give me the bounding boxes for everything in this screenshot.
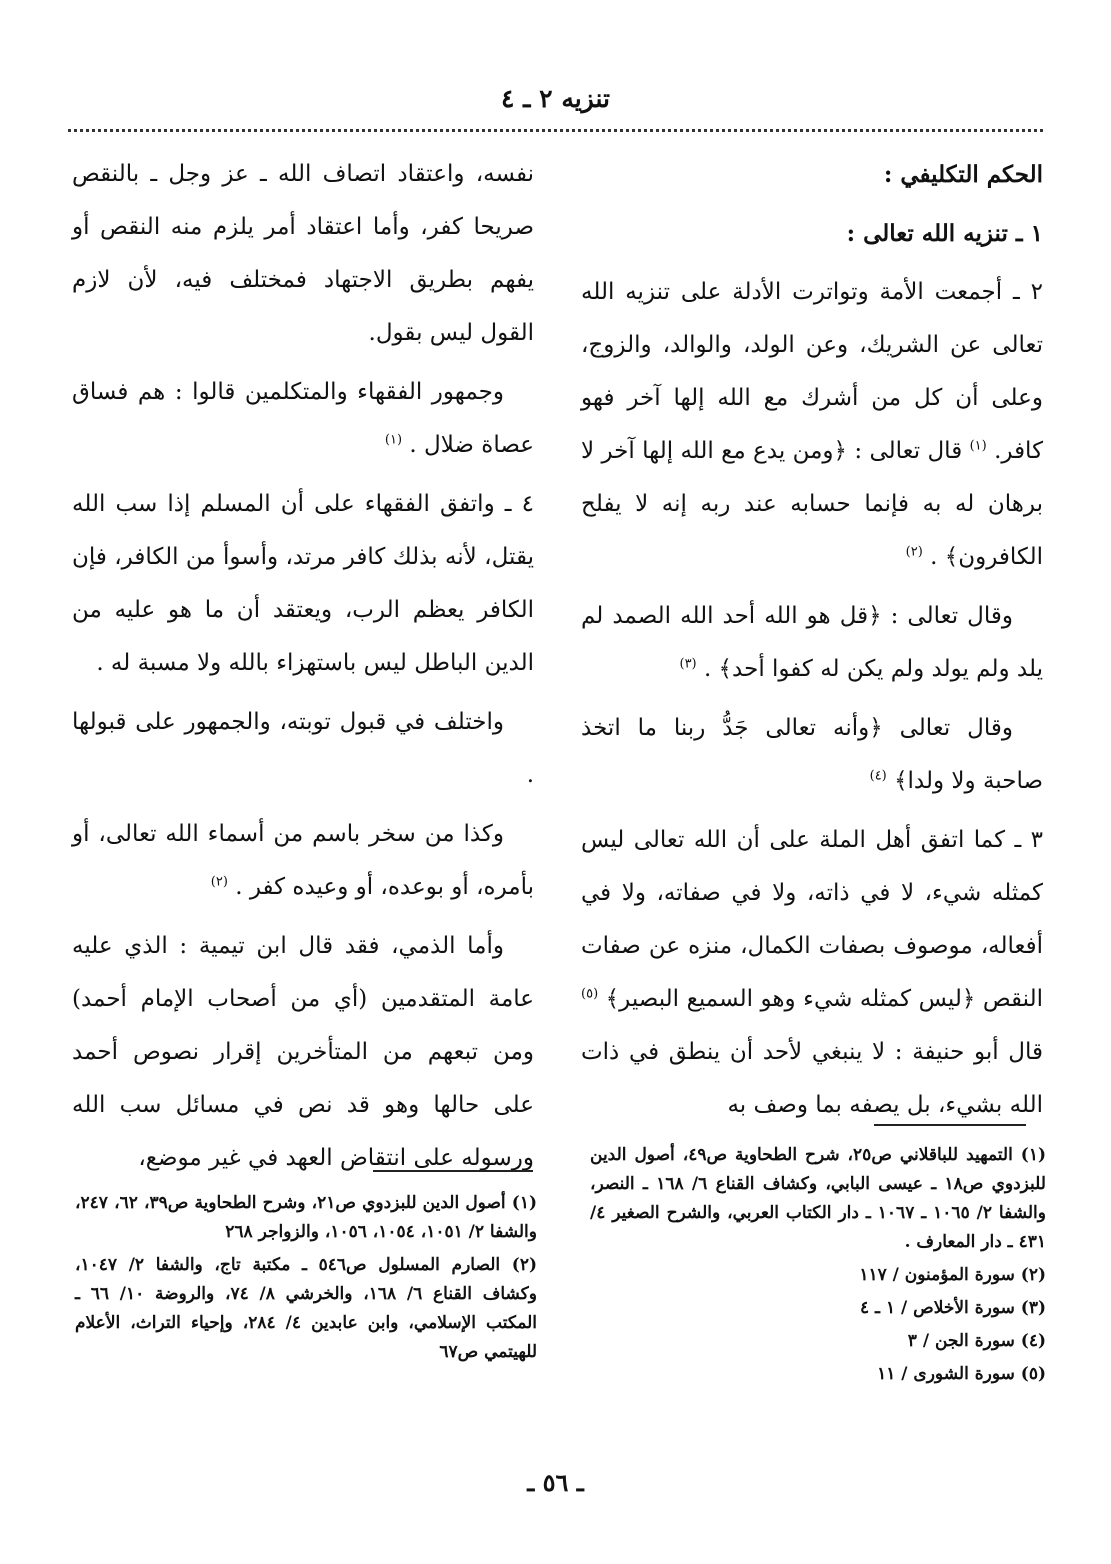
- page-number: ـ ٥٦ ـ: [527, 1468, 584, 1497]
- right-column: [581, 148, 1043, 1138]
- subsection-heading: ١ ـ تنزيه الله تعالى :: [846, 220, 1043, 247]
- paragraph-text: قال تعالى : ﴿ومن يدع مع الله إلها آخر لا برهان له به فإنما حسابه عند ربه إنه لا يفلح الكافرون﴾ .: [581, 438, 1043, 570]
- footnote-separator-left: [373, 1170, 533, 1172]
- footnote-ref: (٥): [581, 986, 599, 1002]
- paragraph-text: وجمهور الفقهاء والمتكلمين قالوا : هم فساق عصاة ضلال .: [72, 379, 534, 458]
- footnote: (٣) سورة الأخلاص / ١ ـ ٤: [860, 1298, 1046, 1318]
- paragraph-dhimmi: وأما الذمي، فقد قال ابن تيمية : الذي عليه عامة المتقدمين (أي من أصحاب الإمام أحمد) ومن تبعهم من المتأخرين إقرار نصوص أحمد على حالها وهو قد نص في مسائل سب الله ورسوله على انتقاض العهد في غير موضع،: [72, 933, 534, 1171]
- quran-citation-jinn: [581, 702, 1043, 808]
- running-header: تنزيه ٢ ـ ٤: [501, 84, 610, 113]
- footnote-separator-right: [874, 1124, 1026, 1126]
- paragraph-text: وكذا من سخر باسم من أسماء الله تعالى، أو بأمره، أو بوعده، أو وعيده كفر .: [72, 821, 534, 900]
- footnote: (١) أصول الدين للبزدوي ص٢١، وشرح الطحاوية ص٣٩، ٦٢، ٢٤٧، والشفا ٢/ ١٠٥١، ١٠٥٤، ١٠٥٦، والزواجر ٢٦٨: [75, 1193, 538, 1242]
- paragraph-continued: نفسه، واعتقاد اتصاف الله ـ عز وجل ـ بالنقص صريحا كفر، وأما اعتقاد أمر يلزم منه النقص أو يفهم بطريق الاجتهاد فمختلف فيه، لأن لازم القول ليس بقول.: [72, 161, 534, 346]
- paragraph-jumhur: [72, 366, 534, 472]
- paragraph-text: ٢ ـ أجمعت الأمة وتواترت الأدلة على تنزيه الله تعالى عن الشريك، وعن الولد، والوالد، والزوج، وعلى أن كل من أشرك مع الله إلها آخر فهو كافر.: [581, 279, 1044, 464]
- paragraph-3: [581, 814, 1043, 1132]
- footnote: (٢) سورة المؤمنون / ١١٧: [859, 1265, 1046, 1285]
- footnote-ref: (٣): [679, 656, 697, 672]
- left-column: [72, 148, 534, 1191]
- paragraph-text: وقال تعالى ﴿وأنه تعالى جَدُّ ربنا ما اتخذ صاحبة ولا ولدا﴾: [581, 715, 1043, 794]
- header-dotted-rule: [68, 129, 1043, 132]
- footnote-ref: (٢): [905, 544, 923, 560]
- footnote-ref: (١): [969, 438, 987, 454]
- paragraph-tawba: واختلف في قبول توبته، والجمهور على قبولها .: [72, 709, 534, 788]
- footnote: (١) التمهيد للباقلاني ص٢٥، شرح الطحاوية ص٤٩، أصول الدين للبزدوي ص١٨ ـ عيسى البابي، وكشاف القناع ٦/ ١٦٨ ـ النصر، والشفا ٢/ ١٠٦٥ ـ ١٠٦٧ ـ دار الكتاب العربي، والشرح الصغير ٤/ ٤٣١ ـ دار المعارف .: [590, 1145, 1047, 1252]
- footnotes-right: [590, 1141, 1046, 1393]
- footnote-ref: (٢): [210, 874, 228, 890]
- quran-citation-ikhlas: [581, 590, 1043, 696]
- paragraph-text: قال أبو حنيفة : لا ينبغي لأحد أن ينطق في ذات الله بشيء، بل يصفه بما وصف به: [581, 1039, 1043, 1118]
- footnote-ref: (٤): [869, 768, 887, 784]
- footnote-ref: (١): [384, 432, 403, 448]
- paragraph-2: [581, 266, 1043, 584]
- footnote: (٤) سورة الجن / ٣: [907, 1331, 1046, 1351]
- paragraph-text: ٣ ـ كما اتفق أهل الملة على أن الله تعالى ليس كمثله شيء، لا في ذاته، ولا في صفاته، ولا في أفعاله، موصوف بصفات الكمال، منزه عن صفات النقص ﴿ليس كمثله شيء وهو السميع البصير﴾: [581, 827, 1044, 1012]
- paragraph-sukhriya: [72, 808, 534, 914]
- footnote: (٥) سورة الشورى / ١١: [877, 1364, 1046, 1384]
- section-heading: الحكم التكليفي :: [883, 161, 1043, 188]
- footnote: (٢) الصارم المسلول ص٥٤٦ ـ مكتبة تاج، والشفا ٢/ ١٠٤٧، وكشاف القناع ٦/ ١٦٨، والخرشي ٨/ ٧٤، والروضة ١٠/ ٦٦ ـ المكتب الإسلامي، وابن عابدين ٤/ ٢٨٤، وإحياء التراث، الأعلام للهيتمي ص٦٧: [75, 1255, 537, 1362]
- footnotes-left: [75, 1189, 537, 1371]
- paragraph-4: ٤ ـ واتفق الفقهاء على أن المسلم إذا سب الله يقتل، لأنه بذلك كافر مرتد، وأسوأ من الكافر، فإن الكافر يعظم الرب، ويعتقد أن ما هو عليه من الدين الباطل ليس باستهزاء بالله ولا مسبة له .: [72, 491, 534, 676]
- paragraph-text: وقال تعالى : ﴿قل هو الله أحد الله الصمد لم يلد ولم يولد ولم يكن له كفوا أحد﴾ .: [581, 603, 1043, 682]
